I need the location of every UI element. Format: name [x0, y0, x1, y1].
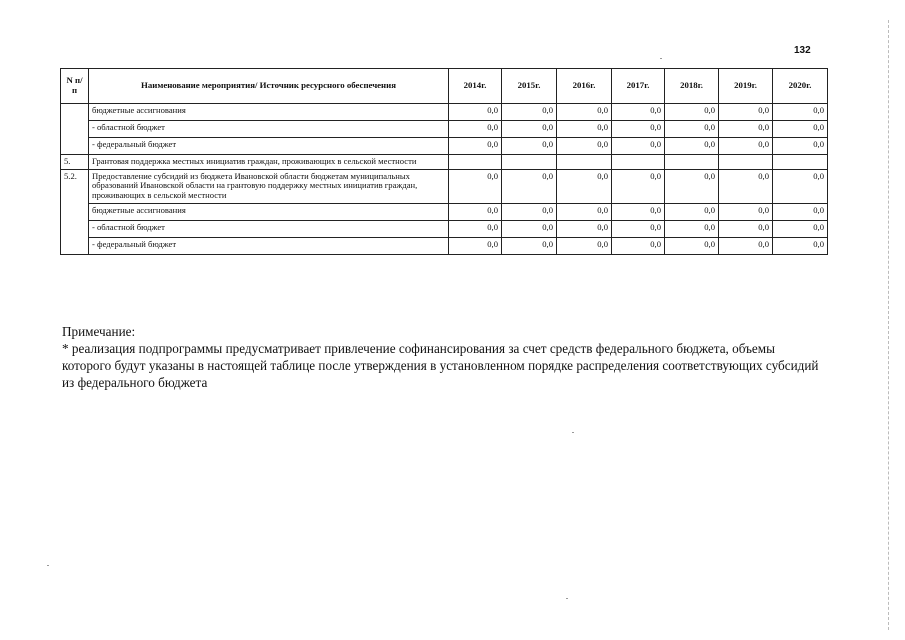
cell-value [502, 155, 557, 170]
cell-value: 0,0 [449, 203, 502, 220]
scan-speck [47, 565, 49, 566]
cell-value: 0,0 [449, 220, 502, 237]
cell-value: 0,0 [557, 104, 612, 121]
cell-value: 0,0 [557, 237, 612, 254]
cell-value: 0,0 [612, 169, 665, 203]
row-name: Предоставление субсидий из бюджета Ивановской области бюджетам муниципальных образований Ивановской области на грантовую поддержку местных инициатив граждан, проживающих в сельской местности [89, 169, 449, 203]
header-year: 2014г. [449, 69, 502, 104]
table-header-row [61, 69, 828, 104]
cell-value: 0,0 [773, 203, 828, 220]
cell-value: 0,0 [449, 138, 502, 155]
cell-value: 0,0 [502, 220, 557, 237]
cell-value: 0,0 [719, 237, 773, 254]
cell-value: 0,0 [612, 104, 665, 121]
row-number [61, 104, 89, 155]
cell-value: 0,0 [502, 203, 557, 220]
cell-value: 0,0 [773, 138, 828, 155]
row-name: - областной бюджет [89, 121, 449, 138]
cell-value: 0,0 [502, 169, 557, 203]
table-row [61, 220, 828, 237]
cell-value: 0,0 [557, 169, 612, 203]
row-name: - областной бюджет [89, 220, 449, 237]
row-name: бюджетные ассигнования [89, 203, 449, 220]
cell-value: 0,0 [719, 104, 773, 121]
cell-value: 0,0 [719, 121, 773, 138]
budget-table [60, 68, 828, 255]
cell-value: 0,0 [612, 220, 665, 237]
cell-value: 0,0 [773, 104, 828, 121]
cell-value: 0,0 [719, 169, 773, 203]
table-row [61, 169, 828, 203]
header-year: 2020г. [773, 69, 828, 104]
note-title: Примечание: [62, 324, 136, 339]
cell-value: 0,0 [449, 169, 502, 203]
cell-value: 0,0 [665, 121, 719, 138]
cell-value: 0,0 [719, 220, 773, 237]
scan-edge [888, 20, 890, 630]
cell-value [557, 155, 612, 170]
cell-value [719, 155, 773, 170]
table-row [61, 104, 828, 121]
cell-value [665, 155, 719, 170]
cell-value: 0,0 [557, 121, 612, 138]
header-year: 2019г. [719, 69, 773, 104]
note-text: * реализация подпрограммы предусматривает привлечение софинансирования за счет средств федерального бюджета, объемы которого будут указаны в настоящей таблице после утверждения в установленном порядке распределения соответствующих субсидий из федерального бюджета [62, 341, 819, 390]
header-year: 2018г. [665, 69, 719, 104]
table-row [61, 237, 828, 254]
row-name: - федеральный бюджет [89, 138, 449, 155]
cell-value: 0,0 [612, 138, 665, 155]
cell-value: 0,0 [502, 237, 557, 254]
cell-value: 0,0 [557, 138, 612, 155]
scan-speck [566, 598, 568, 599]
table-row [61, 155, 828, 170]
note-block [62, 323, 822, 391]
cell-value: 0,0 [773, 121, 828, 138]
cell-value: 0,0 [612, 237, 665, 254]
table-row [61, 121, 828, 138]
cell-value: 0,0 [557, 220, 612, 237]
cell-value: 0,0 [502, 121, 557, 138]
cell-value: 0,0 [773, 169, 828, 203]
header-name: Наименование мероприятия/ Источник ресурсного обеспечения [89, 69, 449, 104]
cell-value: 0,0 [665, 220, 719, 237]
cell-value [612, 155, 665, 170]
cell-value: 0,0 [449, 104, 502, 121]
header-year: 2017г. [612, 69, 665, 104]
page-number: 132 [794, 45, 811, 56]
cell-value: 0,0 [665, 203, 719, 220]
cell-value: 0,0 [719, 138, 773, 155]
cell-value: 0,0 [773, 220, 828, 237]
cell-value: 0,0 [502, 138, 557, 155]
cell-value: 0,0 [665, 104, 719, 121]
row-name: Грантовая поддержка местных инициатив граждан, проживающих в сельской местности [89, 155, 449, 170]
header-year: 2016г. [557, 69, 612, 104]
row-number: 5. [61, 155, 89, 170]
cell-value [773, 155, 828, 170]
row-name: - федеральный бюджет [89, 237, 449, 254]
cell-value: 0,0 [773, 237, 828, 254]
header-year: 2015г. [502, 69, 557, 104]
cell-value: 0,0 [557, 203, 612, 220]
row-name: бюджетные ассигнования [89, 104, 449, 121]
cell-value: 0,0 [612, 121, 665, 138]
header-no: N п/п [61, 69, 89, 104]
row-number: 5.2. [61, 169, 89, 254]
cell-value: 0,0 [665, 237, 719, 254]
cell-value: 0,0 [612, 203, 665, 220]
scan-speck [660, 58, 662, 59]
cell-value [449, 155, 502, 170]
cell-value: 0,0 [719, 203, 773, 220]
table-row [61, 203, 828, 220]
cell-value: 0,0 [449, 237, 502, 254]
cell-value: 0,0 [665, 169, 719, 203]
cell-value: 0,0 [502, 104, 557, 121]
table-row [61, 138, 828, 155]
cell-value: 0,0 [449, 121, 502, 138]
scan-speck [572, 432, 574, 433]
cell-value: 0,0 [665, 138, 719, 155]
